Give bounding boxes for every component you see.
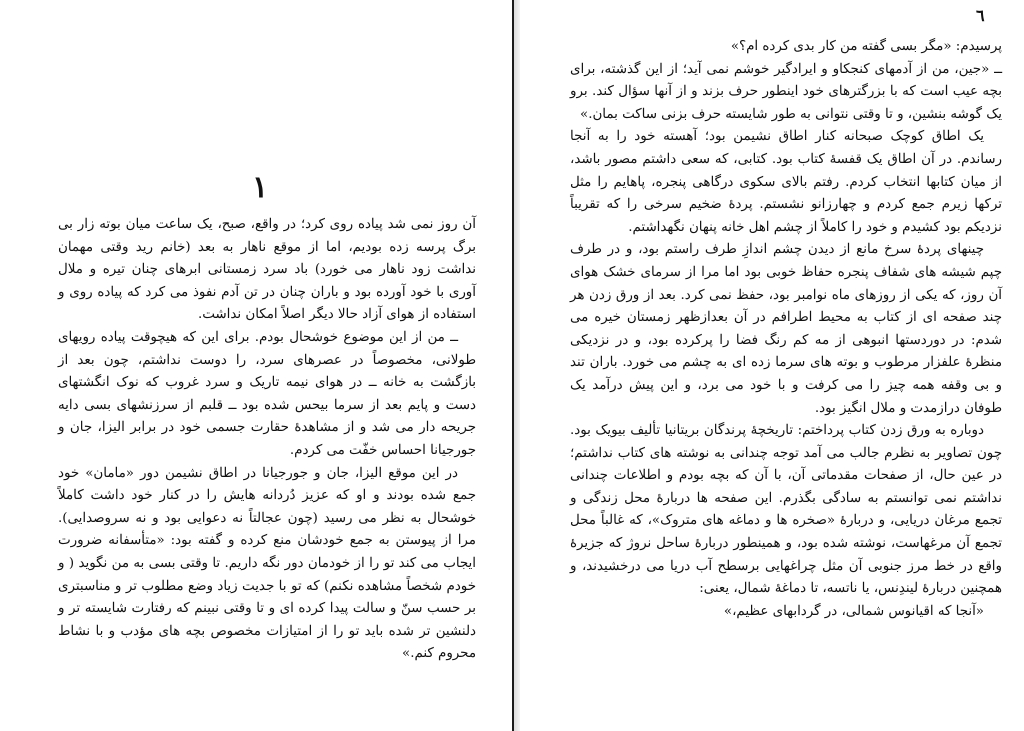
paragraph: «آنجا که اقیانوس شمالی، در گردابهای عظیم،» bbox=[723, 603, 984, 619]
paragraph: ــ «جین، من از آدمهای کنجکاو و ایرادگیر خوشم نمی آید؛ از این گذشته، برای بچه عیب است که با بزرگترهای خود اینطور حرف بزند و از آنها سؤال کند. برو یک گوشه بنشین، و تا وقتی نتوانی به طور شایسته حرف بزنی ساکت بمان.» bbox=[570, 61, 1002, 122]
paragraph: یک اطاق کوچک صبحانه کنار اطاق نشیمن بود؛ آهسته خود را به آنجا رساندم. در آن اطاق یک قفسهٔ کتاب بود. کتابی، که سعی داشتم مصور باشد، از میان کتابها انتخاب کردم. رفتم بالای سکوی درگاهی پنجره، پاهایم را مثل ترکها زیرم جمع کردم و چهارزانو نشستم. پردهٔ ضخیم سرخی را که تقریباً نزدیکم بود کشیدم و خود را کاملاً از چشم اهل خانه پنهان نگهداشتم. bbox=[570, 129, 1002, 235]
paragraph: آن روز نمی شد پیاده روی کرد؛ در واقع، صبح، یک ساعت میان بوته زار بی برگ پرسه زده بودیم، اما از موقع ناهار به بعد (خانم رید وقتی مهمان نداشت زود ناهار می خورد) باد سرد زمستانی ابرهای چنان تیره و ملال آوری با خود آورده بود و باران چنان در تن آدم نفوذ می کرد که پیاده روی و استفاده از هوای آزاد حالا دیگر اصلاً امکان نداشت. bbox=[58, 217, 476, 323]
paragraph: در این موقع الیزا، جان و جورجیانا در اطاق نشیمن دور «مامان» خود جمع شده بودند و او که عزیز دُردانه هایش را در کنار خود داشت کاملاً خوشحال به نظر می رسید (چون عجالتاً نه دعوایی بود و نه سروصدایی). مرا از پیوستن به جمع خودشان منع کرده و گفته بود: «متأسفانه ضرورت ایجاب می کند تو را از خودمان دور نگه داریم. تا وقتی بسی به من نگوید ( و خودم شخصاً مشاهده نکنم) که تو با جدیت زیاد وضع مطلوب تر و مناسبتری بر حسب سنّ و سالت پیدا کرده ای و تا وقتی نبینم که رفتارت شایسته تر و دلنشین تر شده باید تو را از امتیازات مخصوص بچه های مؤدب و با نشاط محروم کنم.» bbox=[58, 465, 476, 662]
paragraph: پرسیدم: «مگر بسی گفته من کار بدی کرده ام؟» bbox=[730, 39, 1002, 54]
paragraph: دوباره به ورق زدن کتاب پرداختم: تاریخچهٔ پرندگان بریتانیا تألیف بیویک بود. چون تصاویر به نظرم جالب می آمد توجه چندانی به نوشته های کتاب نداشتم؛ در عین حال، از صفحات مقدماتی آن، با آن که بچه بودم و اطلاعات چندانی نداشتم نمی توانستم به سادگی بگذرم. این صفحه ها دربارهٔ محل زندگی و تجمع مرغان دریایی، و دربارهٔ «صخره ها و دماغه های متروک»، که غالباً محل تجمع آن مرغهاست، نوشته شده بود، و همینطور دربارهٔ ساحل نروژ که جزیرهٔ واقع در خط مرز جنوبی آن مثل چراغهایی برسطح آب دریا می درخشیدند، و همچنین دربارهٔ لیندِنس، یا ناتسه، تا دماغهٔ شمال، یعنی: bbox=[570, 423, 1002, 597]
left-page-text bbox=[58, 214, 476, 666]
right-page bbox=[520, 0, 1024, 731]
page-number: ٦ bbox=[976, 6, 985, 25]
right-page-text bbox=[570, 36, 1002, 623]
paragraph: چینهای پردهٔ سرخ مانع از دیدن چشم اندازِ طرف راستم بود، و در طرف چپم شیشه های شفاف پنجره حفاظ خوبی بود اما مرا از سرمای خشک هوای آن روز، که یکی از روزهای ماه نوامبر بود، حفظ نمی کرد. بعد از ورق زدن هر چند صفحه ای از کتاب به محیط اطرافم در آن بعدازظهر زمستان خیره می شدم: در دوردستها انبوهی از مه کم رنگ فضا را پرکرده بود، و در نزدیکی منظرهٔ علفزار مرطوب و بوته های سرما زده ای به چشم می خورد. باران تند و بی وقفه همه چیز را می کرفت و با خود می برد، و این پیش درآمد یک طوفان درازمدت و ملال انگیز بود. bbox=[570, 242, 1002, 416]
book-gutter bbox=[512, 0, 520, 731]
paragraph: ــ من از این موضوع خوشحال بودم. برای این که هیچوقت پیاده رویهای طولانی، مخصوصاً در عصرهای سرد، را دوست نداشتم، چون بعد از بازگشت به خانه ــ در هوای نیمه تاریک و سرد غروب که نوک انگشتهای دست و پایم بعد از سرما بیحس شده بود ــ قلبم از سرزنشهای بسی دایه جریحه دار می شد و از مشاهدهٔ حقارت جسمی خود در برابر الیزا، جان و جورجیانا احساس خفّت می کردم. bbox=[58, 329, 476, 458]
chapter-number: ١ bbox=[251, 170, 269, 205]
